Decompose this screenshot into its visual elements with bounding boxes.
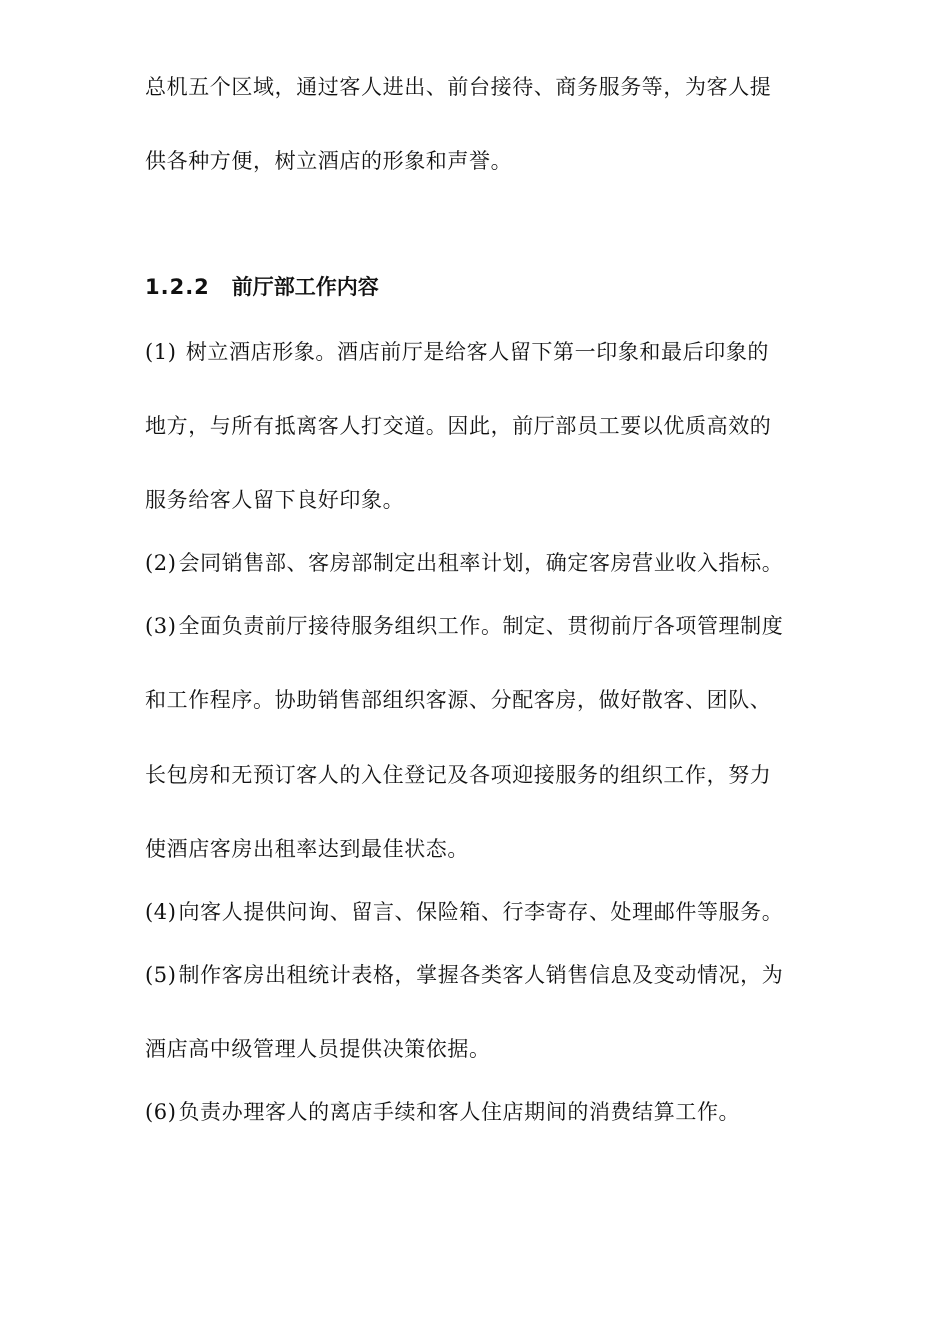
list-item-line [145, 611, 810, 641]
list-item-text: 会同销售部、客房部制定出租率计划，确定客房营业收入指标。 [178, 551, 784, 575]
list-item-line: 酒店高中级管理人员提供决策依据。 [145, 1037, 491, 1061]
list-item-line [145, 337, 810, 367]
list-item-line [145, 897, 810, 927]
list-item-label: (5) [145, 963, 177, 987]
list-item-label: (6) [145, 1100, 177, 1124]
list-item-label: (4) [145, 900, 177, 924]
list-item-line: 长包房和无预订客人的入住登记及各项迎接服务的组织工作，努力 [145, 763, 772, 787]
list-item-text: 负责办理客人的离店手续和客人住店期间的消费结算工作。 [178, 1100, 741, 1124]
list-item-line [145, 1097, 810, 1127]
section-title: 前厅部工作内容 [231, 275, 379, 299]
list-item-line: 地方，与所有抵离客人打交道。因此，前厅部员工要以优质高效的 [145, 414, 772, 438]
list-item-text: 全面负责前厅接待服务组织工作。制定、贯彻前厅各项管理制度 [178, 614, 784, 638]
list-item-label: (2) [145, 551, 177, 575]
section-heading [145, 272, 379, 302]
list-item-line: 服务给客人留下良好印象。 [145, 488, 405, 512]
list-item-line [145, 960, 810, 990]
intro-line: 供各种方便，树立酒店的形象和声誉。 [145, 149, 513, 173]
list-item-line [145, 548, 810, 578]
list-item-line: 和工作程序。协助销售部组织客源、分配客房，做好散客、团队、 [145, 688, 772, 712]
list-item-text: 制作客房出租统计表格，掌握各类客人销售信息及变动情况，为 [178, 963, 784, 987]
list-item-label: (3) [145, 614, 177, 638]
section-number: 1.2.2 [145, 275, 210, 299]
list-item-line: 使酒店客房出租率达到最佳状态。 [145, 837, 469, 861]
list-item-text: 向客人提供问询、留言、保险箱、行李寄存、处理邮件等服务。 [178, 900, 784, 924]
list-item-label: (1) [145, 340, 177, 364]
intro-line: 总机五个区域，通过客人进出、前台接待、商务服务等，为客人提 [145, 75, 772, 99]
list-item-text: 树立酒店形象。酒店前厅是给客人留下第一印象和最后印象的 [178, 340, 770, 364]
